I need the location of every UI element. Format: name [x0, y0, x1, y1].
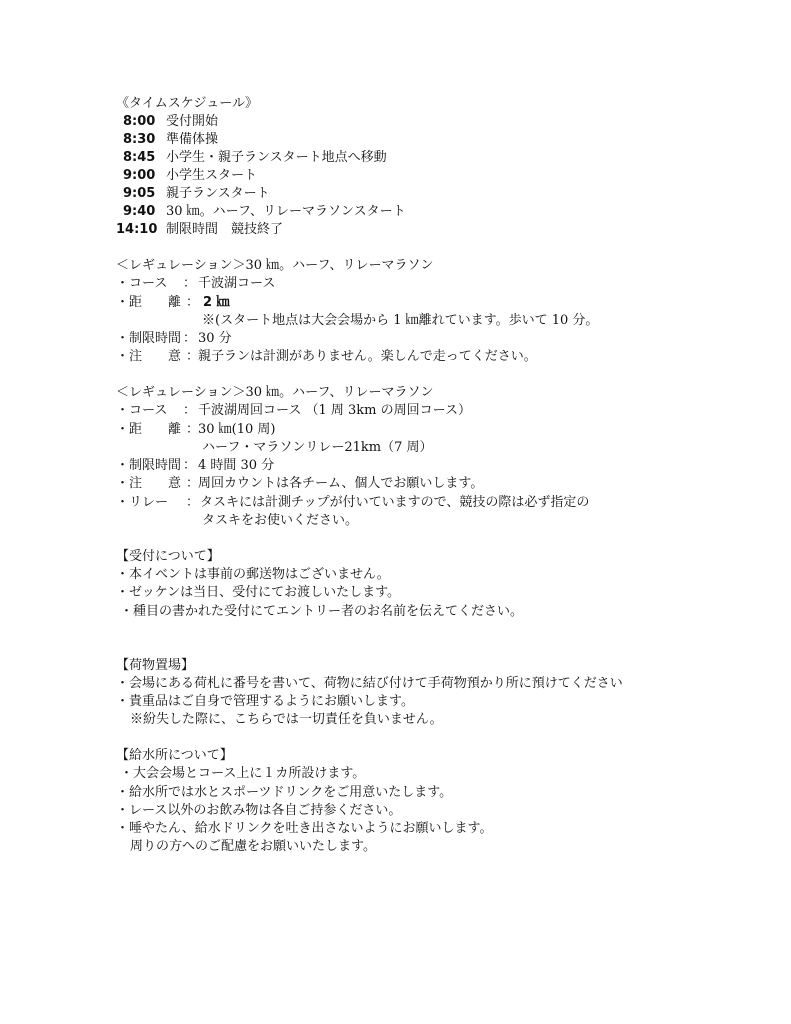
field-value: 2 ㎞ — [203, 295, 230, 310]
field-label: ・制限時間 — [116, 331, 182, 346]
field-colon: ： — [183, 276, 197, 291]
field-value: 周回カウントは各チーム、個人でお願いします。 — [198, 476, 484, 491]
list-item-text: ・貴重品はご自身で管理するようにお願いします。 — [116, 694, 414, 709]
field-colon: ： — [183, 331, 197, 346]
field-label: ・注 意 — [116, 476, 182, 491]
section-heading-text: 【給水所について】 — [116, 748, 233, 763]
field-label: ・制限時間 — [116, 458, 182, 473]
schedule-time: 8:30 — [123, 132, 156, 147]
schedule-event: 小学生・親子ランスタート地点へ移動 — [166, 150, 387, 165]
field-value: タスキをお使いください。 — [202, 513, 359, 528]
field-label: ・距 離 — [116, 422, 182, 437]
field-value: 千波湖コース — [198, 276, 276, 291]
schedule-event: 親子ランスタート — [166, 186, 270, 201]
list-item-text: ※紛失した際に、こちらでは一切責任を負いません。 — [130, 712, 443, 727]
schedule-event: 小学生スタート — [166, 168, 258, 183]
field-value: 4 時間 30 分 — [198, 458, 275, 473]
schedule-event: 準備体操 — [166, 132, 219, 147]
schedule-time: 8:45 — [123, 150, 156, 165]
list-item-text: ・ゼッケンは当日、受付にてお渡しいたします。 — [116, 585, 401, 600]
field-value: 30 分 — [198, 331, 232, 346]
field-label: ・コース — [116, 276, 168, 291]
schedule-heading-text: 《タイムスケジュール》 — [116, 96, 258, 111]
field-value: 千波湖周回コース （1 周 3km の周回コース） — [198, 403, 471, 418]
field-colon: ： — [186, 295, 200, 310]
list-item-text: 周りの方へのご配慮をお願いいたします。 — [130, 839, 376, 854]
field-colon: ： — [183, 403, 197, 418]
field-colon: ： — [186, 476, 200, 491]
regulation-heading-text: ＜レギュレーション＞30 ㎞。ハーフ、リレーマラソン — [116, 385, 434, 400]
section-heading-text: 【荷物置場】 — [116, 658, 195, 673]
field-colon: ： — [186, 422, 200, 437]
schedule-event: 30 ㎞。ハーフ、リレーマラソンスタート — [166, 204, 406, 219]
list-item-text: ・会場にある荷札に番号を書いて、荷物に結び付けて手荷物預かり所に預けてください — [116, 676, 623, 691]
list-item-text: ・給水所では水とスポーツドリンクをご用意いたします。 — [116, 785, 453, 800]
section-heading-text: 【受付について】 — [116, 549, 220, 564]
list-item-text: ・唾やたん、給水ドリンクを吐き出さないようにお願いします。 — [116, 821, 493, 836]
field-colon: ： — [186, 349, 200, 364]
schedule-event: 受付開始 — [166, 114, 219, 129]
field-label: ・距 離 — [116, 295, 182, 310]
regulation-heading-text: ＜レギュレーション＞30 ㎞。ハーフ、リレーマラソン — [116, 258, 434, 273]
field-value: 親子ランは計測がありません。楽しんで走ってください。 — [198, 349, 537, 364]
field-value: 30 ㎞(10 周) — [198, 422, 276, 437]
field-colon: ： — [186, 495, 200, 510]
field-label: ・リレー — [116, 495, 169, 510]
list-item-text: ・大会会場とコース上に１カ所設けます。 — [120, 766, 366, 781]
field-label: ・注 意 — [116, 349, 182, 364]
list-item-text: ・レース以外のお飲み物は各自ご持参ください。 — [116, 803, 402, 818]
schedule-time: 9:05 — [123, 186, 156, 201]
field-value: タスキには計測チップが付いていますので、競技の際は必ず指定の — [200, 495, 590, 510]
schedule-event: 制限時間 競技終了 — [166, 222, 284, 237]
schedule-time: 8:00 — [123, 114, 156, 129]
list-item-text: ・本イベントは事前の郵送物はございません。 — [116, 567, 390, 582]
field-label: ・コース — [116, 403, 168, 418]
schedule-time: 9:40 — [123, 204, 156, 219]
list-item-text: ・種目の書かれた受付にてエントリー者のお名前を伝えてください。 — [120, 604, 524, 619]
field-colon: ： — [183, 458, 197, 473]
schedule-time: 9:00 — [123, 168, 156, 183]
field-value: ハーフ・マラソンリレー21km（7 周） — [202, 440, 433, 455]
schedule-time: 14:10 — [116, 222, 158, 237]
field-note: ※(スタート地点は大会会場から 1 ㎞離れています。歩いて 10 分。 — [202, 313, 599, 328]
